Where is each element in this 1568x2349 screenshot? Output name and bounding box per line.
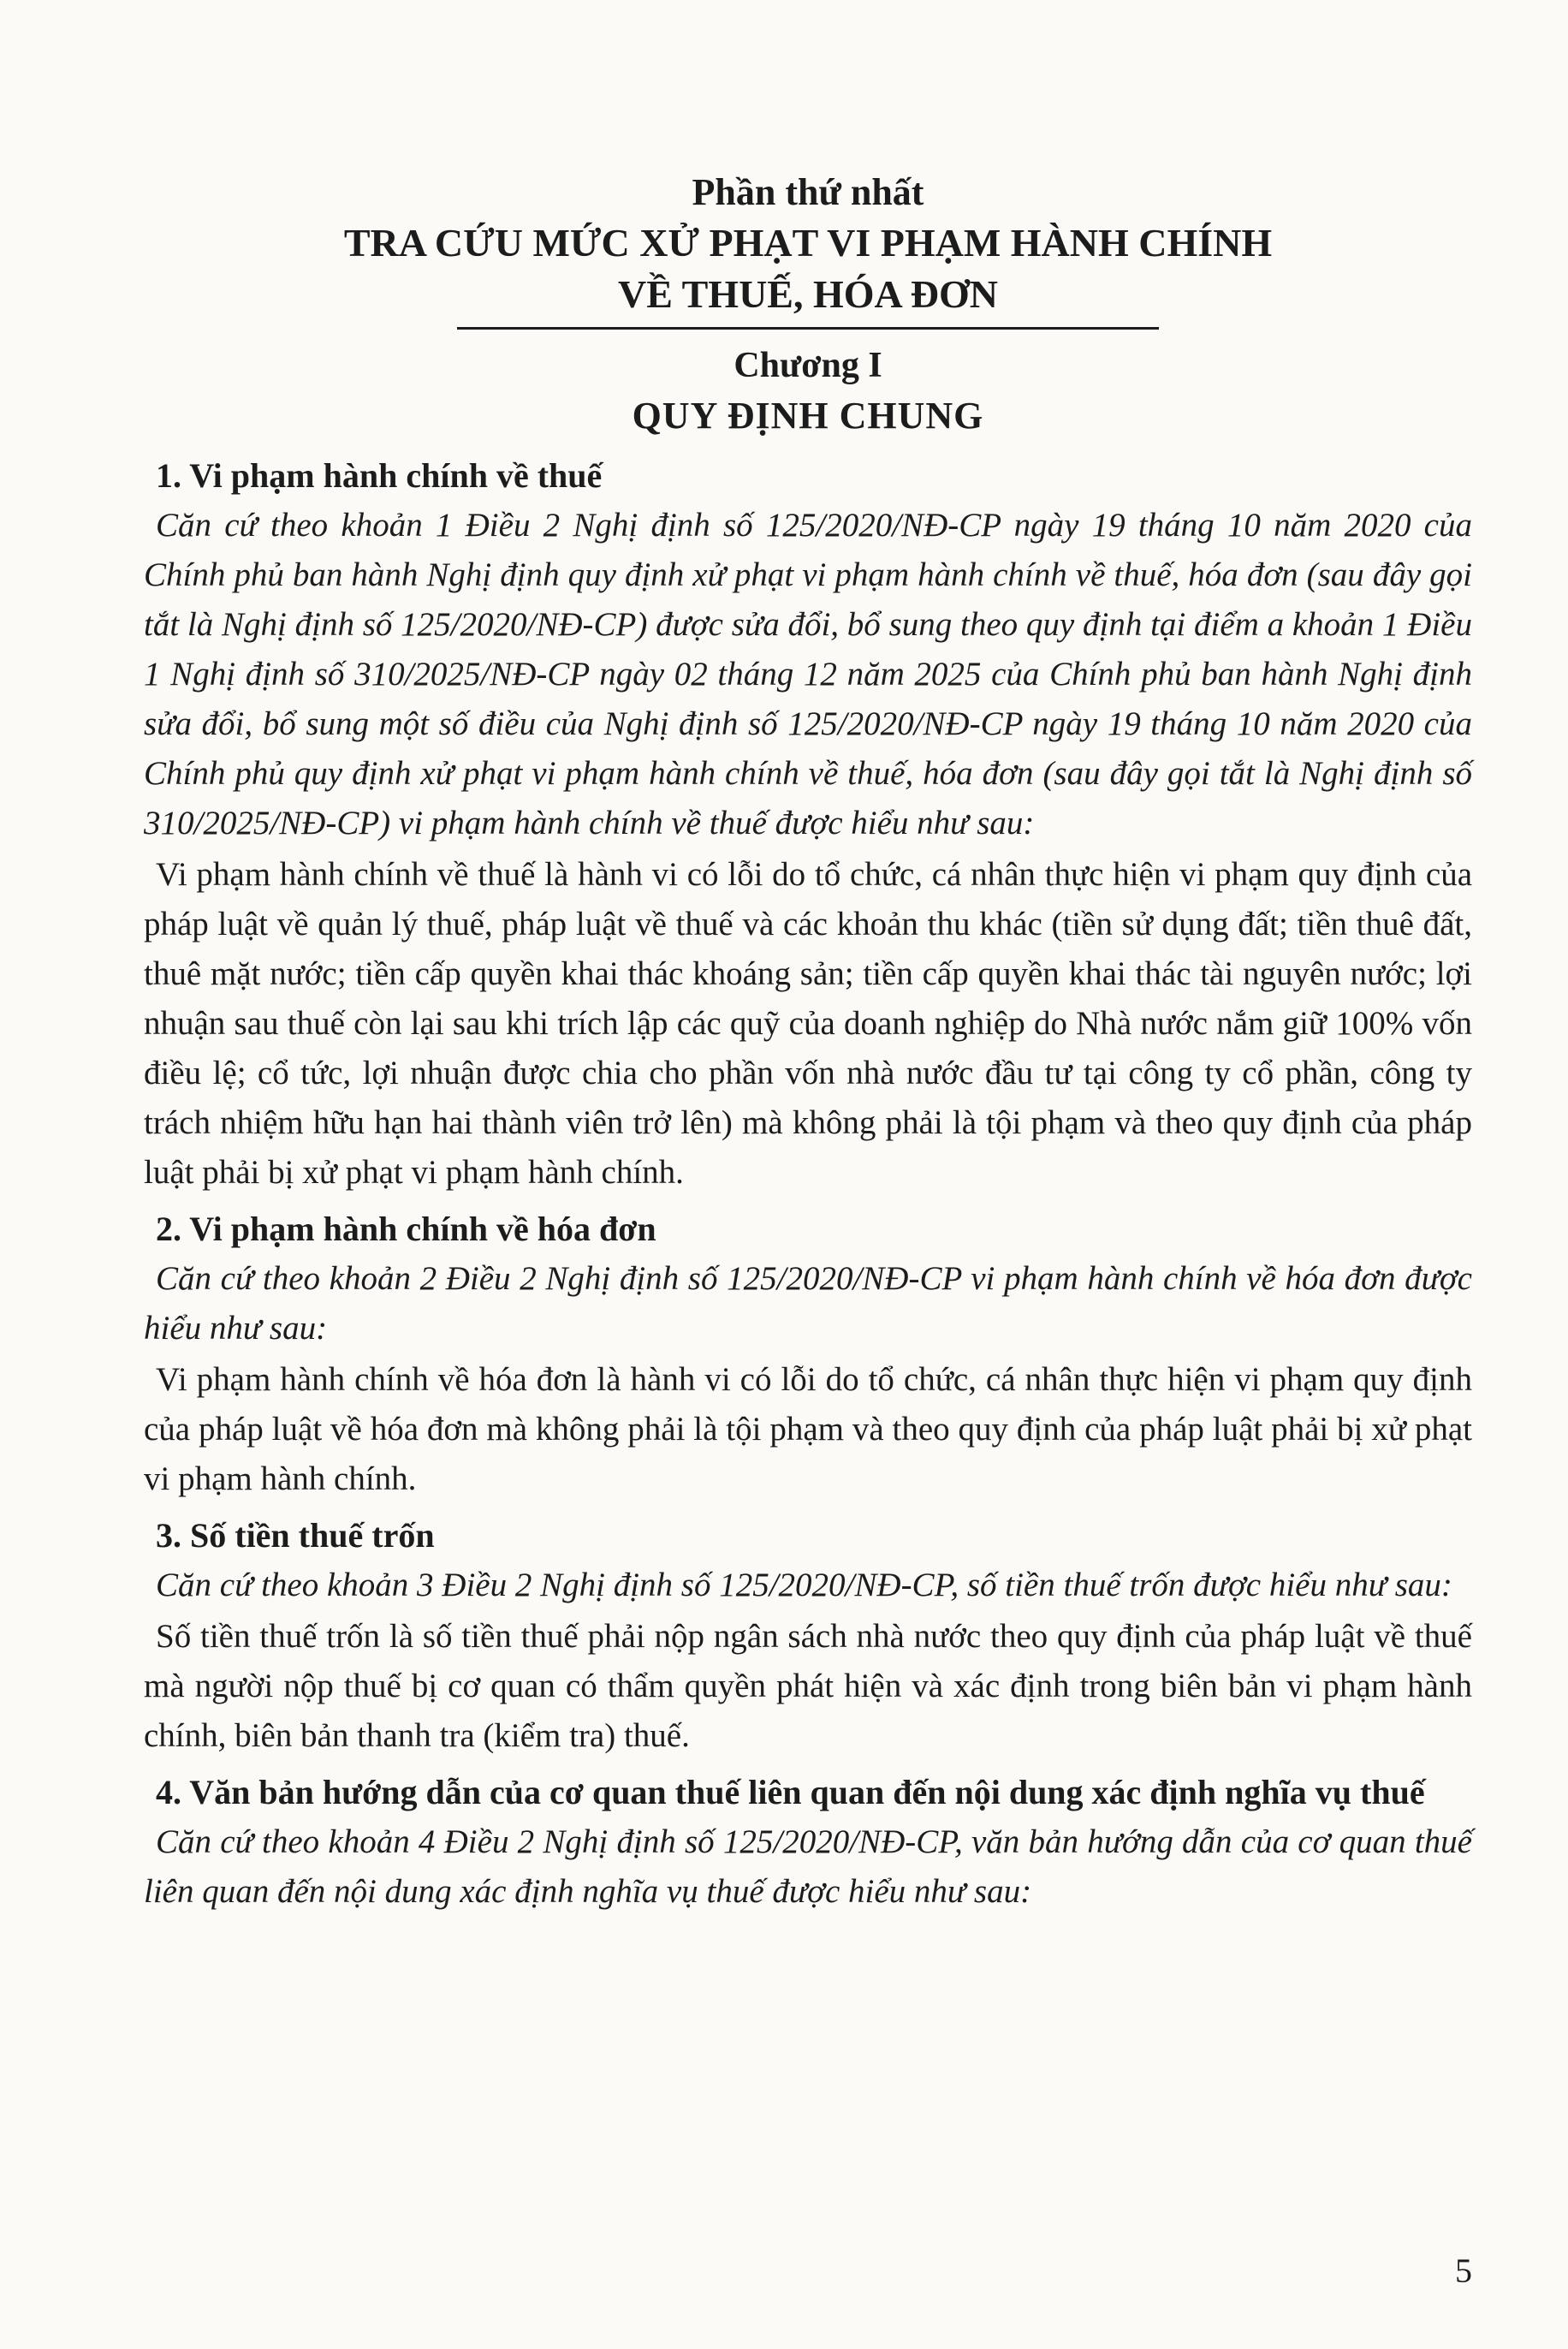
legal-basis: Căn cứ theo khoản 2 Điều 2 Nghị định số 125/2020/NĐ-CP vi phạm hành chính về hóa đơn được hiểu như sau: [144, 1260, 1472, 1347]
legal-basis: Căn cứ theo khoản 3 Điều 2 Nghị định số 125/2020/NĐ-CP, số tiền thuế trốn được hiểu như sau: [156, 1567, 1452, 1603]
chapter-heading: Chương I [734, 346, 882, 385]
chapter-name: QUY ĐỊNH CHUNG [632, 395, 984, 437]
legal-basis: Căn cứ theo khoản 1 Điều 2 Nghị định số 125/2020/NĐ-CP ngày 19 tháng 10 năm 2020 của Chính phủ ban hành Nghị định quy định xử phạt vi phạm hành chính về thuế, hóa đơn (sau đây gọi tắt là Nghị định số 125/2020/NĐ-CP) được sửa đổi, bổ sung theo quy định tại điểm a khoản 1 Điều 1 Nghị định số 310/2025/NĐ-CP ngày 02 tháng 12 năm 2025 của Chính phủ ban hành Nghị định sửa đổi, bổ sung một số điều của Nghị định số 125/2020/NĐ-CP ngày 19 tháng 10 năm 2020 của Chính phủ quy định xử phạt vi phạm hành chính về thuế, hóa đơn (sau đây gọi tắt là Nghị định số 310/2025/NĐ-CP) vi phạm hành chính về thuế được hiểu như sau: [144, 507, 1472, 841]
section-title: 1. Vi phạm hành chính về thuế [156, 456, 603, 495]
main-title-line-2: VỀ THUẾ, HÓA ĐƠN [618, 272, 998, 316]
section-title: 4. Văn bản hướng dẫn của cơ quan thuế liên quan đến nội dung xác định nghĩa vụ thuế [156, 1773, 1425, 1811]
legal-basis: Căn cứ theo khoản 4 Điều 2 Nghị định số 125/2020/NĐ-CP, văn bản hướng dẫn của cơ quan thuế liên quan đến nội dung xác định nghĩa vụ thuế được hiểu như sau: [144, 1823, 1472, 1910]
part-heading: Phần thứ nhất [692, 171, 924, 213]
section-2 [144, 1204, 1472, 1504]
main-title-line-1: TRA CỨU MỨC XỬ PHẠT VI PHẠM HÀNH CHÍNH [343, 221, 1273, 265]
section-title: 3. Số tiền thuế trốn [156, 1516, 435, 1555]
section-body: Vi phạm hành chính về thuế là hành vi có lỗi do tổ chức, cá nhân thực hiện vi phạm quy định của pháp luật về quản lý thuế, pháp luật về thuế và các khoản thu khác (tiền sử dụng đất; tiền thuê đất, thuê mặt nước; tiền cấp quyền khai thác khoáng sản; tiền cấp quyền khai thác tài nguyên nước; lợi nhuận sau thuế còn lại sau khi trích lập các quỹ của doanh nghiệp do Nhà nước nắm giữ 100% vốn điều lệ; cổ tức, lợi nhuận được chia cho phần vốn nhà nước đầu tư tại công ty cổ phần, công ty trách nhiệm hữu hạn hai thành viên trở lên) mà không phải là tội phạm và theo quy định của pháp luật phải bị xử phạt vi phạm hành chính. [144, 856, 1472, 1191]
section-3 [144, 1511, 1472, 1761]
section-body: Số tiền thuế trốn là số tiền thuế phải nộp ngân sách nhà nước theo quy định của pháp luật về thuế mà người nộp thuế bị cơ quan có thẩm quyền phát hiện và xác định trong biên bản vi phạm hành chính, biên bản thanh tra (kiểm tra) thuế. [144, 1618, 1472, 1754]
title-divider [457, 327, 1159, 330]
section-1 [144, 451, 1472, 1198]
page-number: 5 [1455, 2251, 1472, 2290]
section-4 [144, 1768, 1472, 1917]
section-title: 2. Vi phạm hành chính về hóa đơn [156, 1210, 656, 1248]
section-body: Vi phạm hành chính về hóa đơn là hành vi có lỗi do tổ chức, cá nhân thực hiện vi phạm quy định của pháp luật về hóa đơn mà không phải là tội phạm và theo quy định của pháp luật phải bị xử phạt vi phạm hành chính. [144, 1361, 1472, 1497]
